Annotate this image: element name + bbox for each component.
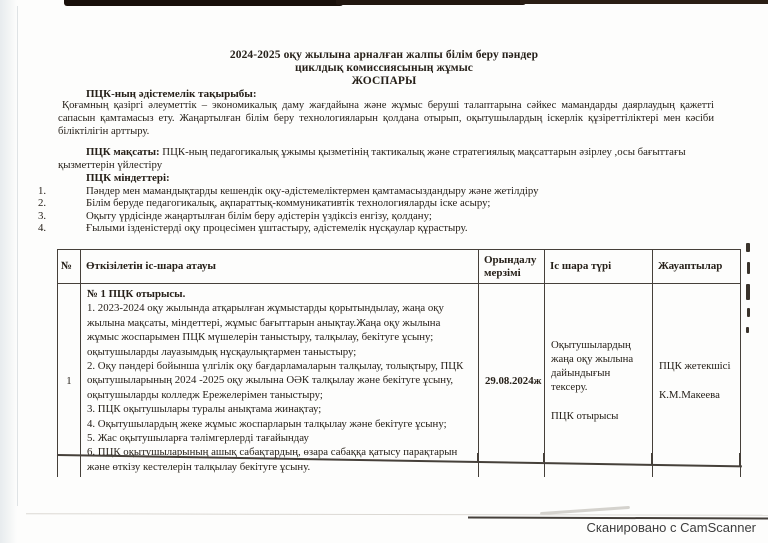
objective-item [38, 210, 714, 222]
objective-item [38, 222, 714, 234]
scan-binding-mark [746, 243, 750, 252]
activity-item: 1. 2023-2024 оқу жылында атқарылған жұмыстарды қорытындылау, жаңа оқу жылына мақсаты, міндеттері, жұмыс бағыттарын анықтау.Жаңа оқу жылына жұмыс жоспарымен ПЦК мүшелерін таныстыру, талқылау, бекітуге ұсыну; оқытушыларды лауазымдық нұсқаулықтармен таныстыру; [87, 302, 444, 358]
work-plan-table [57, 249, 741, 477]
objectives-list [38, 185, 714, 235]
objectives-heading: ПЦК міндеттері: [86, 172, 170, 184]
camscanner-credit: Сканировано с CamScanner [586, 520, 756, 535]
methodical-theme-text: Қоғамның қазіргі әлеуметтік – экономикалық даму жағдайына және жұмыс беруші талаптарына сәйкес мамандарды даярлаудың қажетті сапасын қамтамасыз ету. Жаңартылған білім беру технологияларын қолдана отырып, оқытушылардың іскерлік құзіреттіліктері мен кәсіби біліктілігін арттыру. [58, 100, 714, 137]
table-row [58, 284, 741, 478]
scan-top-dark-band-segment [520, 0, 768, 4]
objective-number: 3. [38, 209, 47, 222]
event-type-cell [545, 284, 653, 478]
activity-item: 3. ПЦК оқытушылары туралы анықтама жинақтау; [87, 403, 322, 416]
table-border-extension [651, 453, 652, 464]
column-header-responsible: Жауаптылар [653, 250, 741, 284]
objective-text: Оқыту үрдісінде жаңартылған білім беру әдістерін үздіксіз енгізу, қолдану; [86, 209, 432, 222]
goal-paragraph [58, 146, 712, 172]
objective-text: Ғылыми ізденістерді оқу процесімен ұштастыру, әдістемелік нұсқаулар құрастыру. [86, 222, 468, 235]
goal-label: ПЦК мақсаты: [86, 146, 160, 158]
objective-text: Білім беруде педагогикалық, ақпараттық-коммуникативтік технологияларды іске асыру; [86, 197, 491, 210]
scan-binding-mark [746, 284, 750, 300]
activity-item: 4. Оқытушылардың жеке жұмыс жоспарларын талқылау және бекітуге ұсыну; [87, 417, 447, 430]
document-title [0, 49, 768, 89]
activity-title: № 1 ПЦК отырысы. [87, 288, 186, 300]
table-border-extension [543, 453, 544, 462]
event-type-text: ПЦК отырысы [551, 410, 619, 423]
event-type-text: Оқытушылардың жаңа оқу жылына дайындығын тексеру. [551, 339, 634, 394]
column-header-deadline: Орындалу мерзімі [479, 250, 545, 284]
goal-text: ПЦК-ның педагогикалық ұжымы қызметінің тактикалық және стратегиялық мақсаттарын әзірлеу ,осы бағыттағы қызметтерін үйлестіру [58, 146, 686, 171]
scan-top-dark-band-segment [336, 0, 526, 5]
activity-item: 5. Жас оқытушыларға тәлімгерлерді тағайындау [87, 432, 309, 445]
responsible-text: К.М.Макеева [659, 389, 720, 402]
objective-text: Пәндер мен мамандықтарды кешендік оқу-әдістемеліктермен қамтамасыздандыру және жетілдіру [86, 185, 539, 197]
methodical-theme-heading: ПЦК-ның әдістемелік тақырыбы: [86, 88, 257, 100]
scan-top-dark-band-segment [64, 0, 344, 6]
scan-binding-mark [747, 308, 750, 317]
column-header-number: № [58, 250, 81, 284]
row-number-cell: 1 [58, 284, 81, 478]
column-header-activity: Өткізілетін іс-шара атауы [81, 250, 479, 284]
document-title-line-1: 2024-2025 оқу жылына арналған жалпы білім беру пәндер [229, 49, 539, 61]
objective-item [38, 185, 714, 197]
responsible-text: ПЦК жетекшісі [659, 360, 731, 373]
scan-binding-mark [747, 262, 750, 274]
scan-binding-mark [746, 327, 749, 333]
objective-number: 2. [38, 197, 47, 210]
column-header-event-type: Іс шара түрі [545, 250, 653, 284]
table-border-extension [739, 453, 740, 466]
document-title-line-3: ЖОСПАРЫ [351, 75, 417, 88]
objective-number: 4. [38, 222, 47, 235]
document-title-line-2: циклдық комиссиясының жұмыс [294, 62, 474, 75]
deadline-cell: 29.08.2024ж [479, 284, 545, 478]
activity-cell [81, 284, 479, 478]
table-border-extension [477, 453, 478, 461]
activity-item: 6. ПЦК оқытушыларының ашық сабақтардың, өзара сабаққа қатысу парақтарын және өткізу кестелерін талқылау бекітуге ұсыну. [87, 446, 458, 473]
objective-item [38, 197, 714, 209]
table-header-row [58, 250, 741, 284]
objective-number: 1. [38, 185, 47, 197]
page-bottom-edge [26, 513, 768, 516]
responsible-cell [653, 284, 741, 478]
activity-item: 2. Оқу пәндері бойынша үлгілік оқу бағдарламаларын талқылау, толықтыру, ПЦК оқытушыларының 2024 -2025 оқу жылына ОӘК талқылау және бекітуге ұсыну, оқытушыларды колледж Ережелерімен таныстыру; [87, 360, 464, 401]
